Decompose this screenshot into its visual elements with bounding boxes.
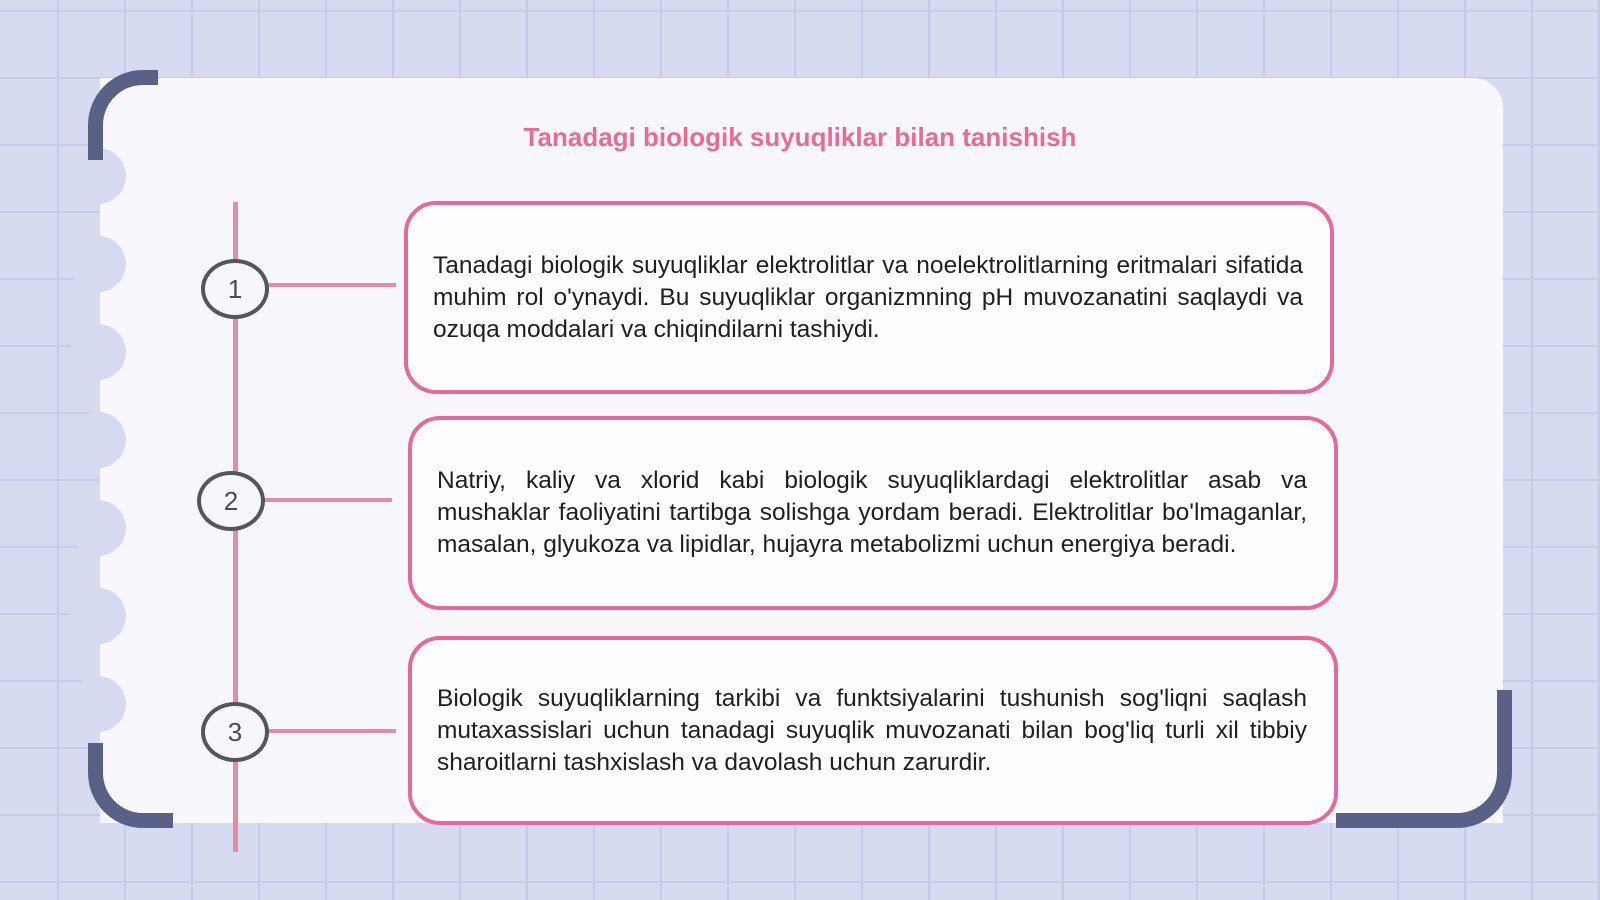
step-box-2 (408, 416, 1338, 610)
scallop-decoration (70, 412, 126, 468)
step-text: Natriy, kaliy va xlorid kabi biologik suyuqliklardagi elektrolitlar asab va mushaklar faoliyatini tartibga solishga yordam beradi. Elektrolitlar bo'lmaganlar, masalan, glyukoza va lipidlar, hujayra metabolizmi uchun energiya beradi. (437, 467, 1307, 558)
scallop-decoration (70, 676, 126, 732)
step-box-1 (404, 201, 1334, 394)
step-text: Tanadagi biologik suyuqliklar elektrolitlar va noelektrolitlarning eritmalari sifatida muhim rol o'ynaydi. Bu suyuqliklar organizmning pH muvozanatini saqlaydi va ozuqa moddalari va chiqindilarni tashiydi. (433, 251, 1303, 343)
scallop-decoration (70, 588, 126, 644)
step-number-1: 1 (201, 259, 269, 319)
scallop-decoration (70, 500, 126, 556)
step-text: Biologik suyuqliklarning tarkibi va funktsiyalarini tushunish sog'liqni saqlash mutaxassislari uchun tanadagi suyuqlik muvozanati bilan bog'liq turli xil tibbiy sharoitlarni tashxislash va davolash uchun zarurdir. (437, 684, 1307, 776)
step-number-2: 2 (197, 471, 265, 531)
scallop-decoration (70, 236, 126, 292)
step-box-3 (408, 636, 1338, 825)
connector-line (268, 283, 396, 287)
slide-title: Tanadagi biologik suyuqliklar bilan tanishish (523, 122, 1077, 152)
connector-line (268, 729, 396, 733)
connector-line (264, 498, 392, 502)
corner-bracket-top-left (88, 70, 158, 160)
scallop-decoration (70, 324, 126, 380)
corner-bracket-bottom-right (1336, 690, 1512, 828)
step-number-3: 3 (201, 702, 269, 762)
